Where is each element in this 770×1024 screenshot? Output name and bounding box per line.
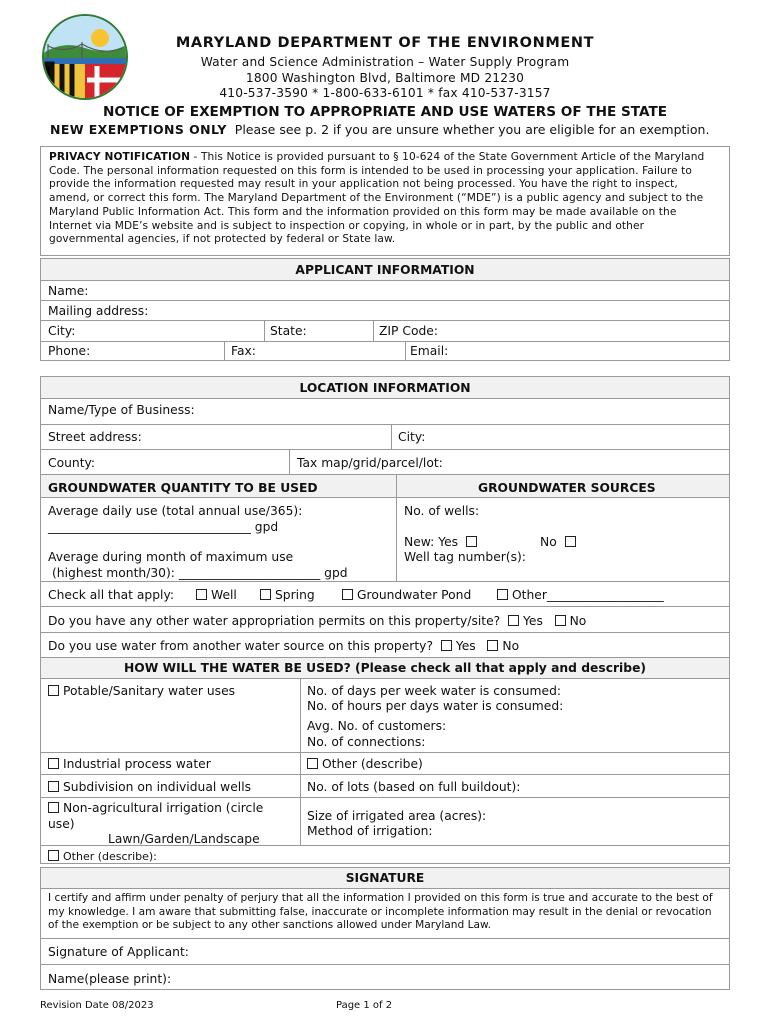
applicant-fax-field[interactable]: Fax: <box>231 344 256 358</box>
connections-field[interactable]: No. of connections: <box>307 735 426 749</box>
source-yes-checkbox[interactable] <box>441 640 452 651</box>
other-describe-label: Other (describe) <box>322 757 423 771</box>
sources-heading: GROUNDWATER SOURCES <box>478 481 656 495</box>
other-source-checkbox[interactable] <box>497 589 508 600</box>
question-other-source <box>48 639 519 653</box>
revision-date: Revision Date 08/2023 <box>40 1000 154 1011</box>
street-address-field[interactable]: Street address: <box>48 430 142 444</box>
usage-potable[interactable] <box>48 684 235 698</box>
industrial-label: Industrial process water <box>63 757 211 771</box>
applicant-state-field[interactable]: State: <box>270 324 307 338</box>
permits-question-text: Do you have any other water appropriation permits on this property/site? <box>48 614 501 628</box>
industrial-checkbox[interactable] <box>48 758 59 769</box>
program-name: Water and Science Administration – Water Supply Program <box>200 55 570 69</box>
well-checkbox[interactable] <box>196 589 207 600</box>
applicant-email-field[interactable]: Email: <box>410 344 449 358</box>
new-yes-label: New: Yes <box>404 535 459 549</box>
lots-field[interactable]: No. of lots (based on full buildout): <box>307 780 521 794</box>
avg-daily-label: Average daily use (total annual use/365): <box>48 504 303 518</box>
usage-irrigation[interactable] <box>48 801 263 815</box>
check-all-label: Check all that apply: <box>48 588 174 602</box>
quantity-heading: GROUNDWATER QUANTITY TO BE USED <box>48 481 318 495</box>
other-use-label: Other (describe): <box>63 850 157 863</box>
signature-heading: SIGNATURE <box>345 871 425 885</box>
check-other[interactable] <box>497 588 664 602</box>
irrigation-method-field[interactable]: Method of irrigation: <box>307 824 433 838</box>
source-yes-label: Yes <box>455 639 476 653</box>
avg-max-label: Average during month of maximum use <box>48 550 294 564</box>
agency-name: MARYLAND DEPARTMENT OF THE ENVIRONMENT <box>175 35 595 51</box>
pond-checkbox[interactable] <box>342 589 353 600</box>
permits-no-checkbox[interactable] <box>555 615 566 626</box>
usage-heading: HOW WILL THE WATER BE USED? (Please check all that apply and describe) <box>123 661 647 675</box>
spring-label: Spring <box>275 588 315 602</box>
irrigation-checkbox[interactable] <box>48 802 59 813</box>
applicant-mailing-field[interactable]: Mailing address: <box>48 304 149 318</box>
other-describe-checkbox[interactable] <box>307 758 318 769</box>
new-exemptions-label: NEW EXEMPTIONS ONLY <box>50 122 227 137</box>
privacy-notice <box>40 146 730 256</box>
hours-per-day-field[interactable]: No. of hours per days water is consumed: <box>307 699 564 713</box>
tax-map-field[interactable]: Tax map/grid/parcel/lot: <box>297 456 443 470</box>
privacy-text: - This Notice is provided pursuant to § 10-624 of the State Government Article of the Maryland Code. The personal information requested on this form is intended to be used in processing your application. Failure to provide the information requested may result in your application not being processed. You have the right to inspect, amend, or correct this form. The Maryland Department of the Environment (“MDE”) is a public agency and subject to the Maryland Public Information Act. This form and the information provided on this form may be made available on the Internet via MDE’s website and is subject to inspection or copying, in whole or in part, by the public and other governmental agencies, if not protected by federal or State law. <box>49 151 705 246</box>
subdivision-checkbox[interactable] <box>48 781 59 792</box>
source-no-label: No <box>502 639 520 653</box>
applicant-name-field[interactable]: Name: <box>48 284 89 298</box>
check-pond[interactable] <box>342 588 471 602</box>
usage-subdivision[interactable] <box>48 780 251 794</box>
signature-field[interactable]: Signature of Applicant: <box>48 945 189 959</box>
print-name-field[interactable]: Name(please print): <box>48 972 172 986</box>
avg-daily-input[interactable]: _________________________________ gpd <box>48 520 279 534</box>
new-exemptions-line <box>50 122 709 137</box>
applicant-heading: APPLICANT INFORMATION <box>295 263 475 277</box>
applicant-phone-field[interactable]: Phone: <box>48 344 91 358</box>
other-source-question-text: Do you use water from another water source on this property? <box>48 639 433 653</box>
mde-logo <box>42 14 128 100</box>
check-well[interactable] <box>196 588 237 602</box>
county-field[interactable]: County: <box>48 456 96 470</box>
days-per-week-field[interactable]: No. of days per week water is consumed: <box>307 684 562 698</box>
permits-yes-label: Yes <box>523 614 543 628</box>
other-use-checkbox[interactable] <box>48 850 59 861</box>
customers-field[interactable]: Avg. No. of customers: <box>307 719 447 733</box>
location-heading: LOCATION INFORMATION <box>299 381 471 395</box>
applicant-city-field[interactable]: City: <box>48 324 76 338</box>
potable-checkbox[interactable] <box>48 685 59 696</box>
irrigation-label-cont: use) <box>48 817 75 831</box>
subdivision-label: Subdivision on individual wells <box>63 780 252 794</box>
location-city-field[interactable]: City: <box>398 430 426 444</box>
irrigation-label: Non-agricultural irrigation (circle <box>63 801 264 815</box>
new-no-label: No <box>540 535 557 549</box>
wells-count-field[interactable]: No. of wells: <box>404 504 480 518</box>
well-tag-field[interactable]: Well tag number(s): <box>404 550 526 564</box>
well-label: Well <box>211 588 237 602</box>
agency-phones: 410-537-3590 * 1-800-633-6101 * fax 410-537-3157 <box>219 86 551 100</box>
usage-other[interactable] <box>48 850 157 863</box>
page-number: Page 1 of 2 <box>336 1000 393 1011</box>
avg-max-input[interactable]: (highest month/30): _______________________ gpd <box>52 566 348 580</box>
source-no-checkbox[interactable] <box>487 640 498 651</box>
question-permits <box>48 614 586 628</box>
certification-text: I certify and affirm under penalty of perjury that all the information I provided on this form is true and accurate to the best of my knowledge. I am aware that submitting false, inaccurate or incomplete information may result in the denial or revocation of the exemption or be subject to any other sanctions allowed under Maryland Law. <box>48 892 713 931</box>
business-field[interactable]: Name/Type of Business: <box>48 403 195 417</box>
permits-yes-checkbox[interactable] <box>508 615 519 626</box>
new-yes-checkbox[interactable] <box>466 536 477 547</box>
usage-other-describe[interactable] <box>307 757 423 771</box>
potable-label: Potable/Sanitary water uses <box>63 684 236 698</box>
check-spring[interactable] <box>260 588 315 602</box>
lawn-garden-option[interactable]: Lawn/Garden/Landscape <box>108 832 260 846</box>
permits-no-label: No <box>569 614 587 628</box>
privacy-label: PRIVACY NOTIFICATION <box>49 151 191 163</box>
applicant-zip-field[interactable]: ZIP Code: <box>379 324 438 338</box>
new-well-yes[interactable] <box>404 535 481 549</box>
pond-label: Groundwater Pond <box>357 588 472 602</box>
new-well-no[interactable] <box>540 535 580 549</box>
new-exemptions-note: Please see p. 2 if you are unsure whether you are eligible for an exemption. <box>234 122 710 137</box>
usage-industrial[interactable] <box>48 757 211 771</box>
irrigated-area-field[interactable]: Size of irrigated area (acres): <box>307 809 487 823</box>
other-source-label: Other___________________ <box>512 588 664 602</box>
agency-address: 1800 Washington Blvd, Baltimore MD 21230 <box>245 71 525 85</box>
form-title: NOTICE OF EXEMPTION TO APPROPRIATE AND USE WATERS OF THE STATE <box>102 104 668 120</box>
spring-checkbox[interactable] <box>260 589 271 600</box>
new-no-checkbox[interactable] <box>565 536 576 547</box>
